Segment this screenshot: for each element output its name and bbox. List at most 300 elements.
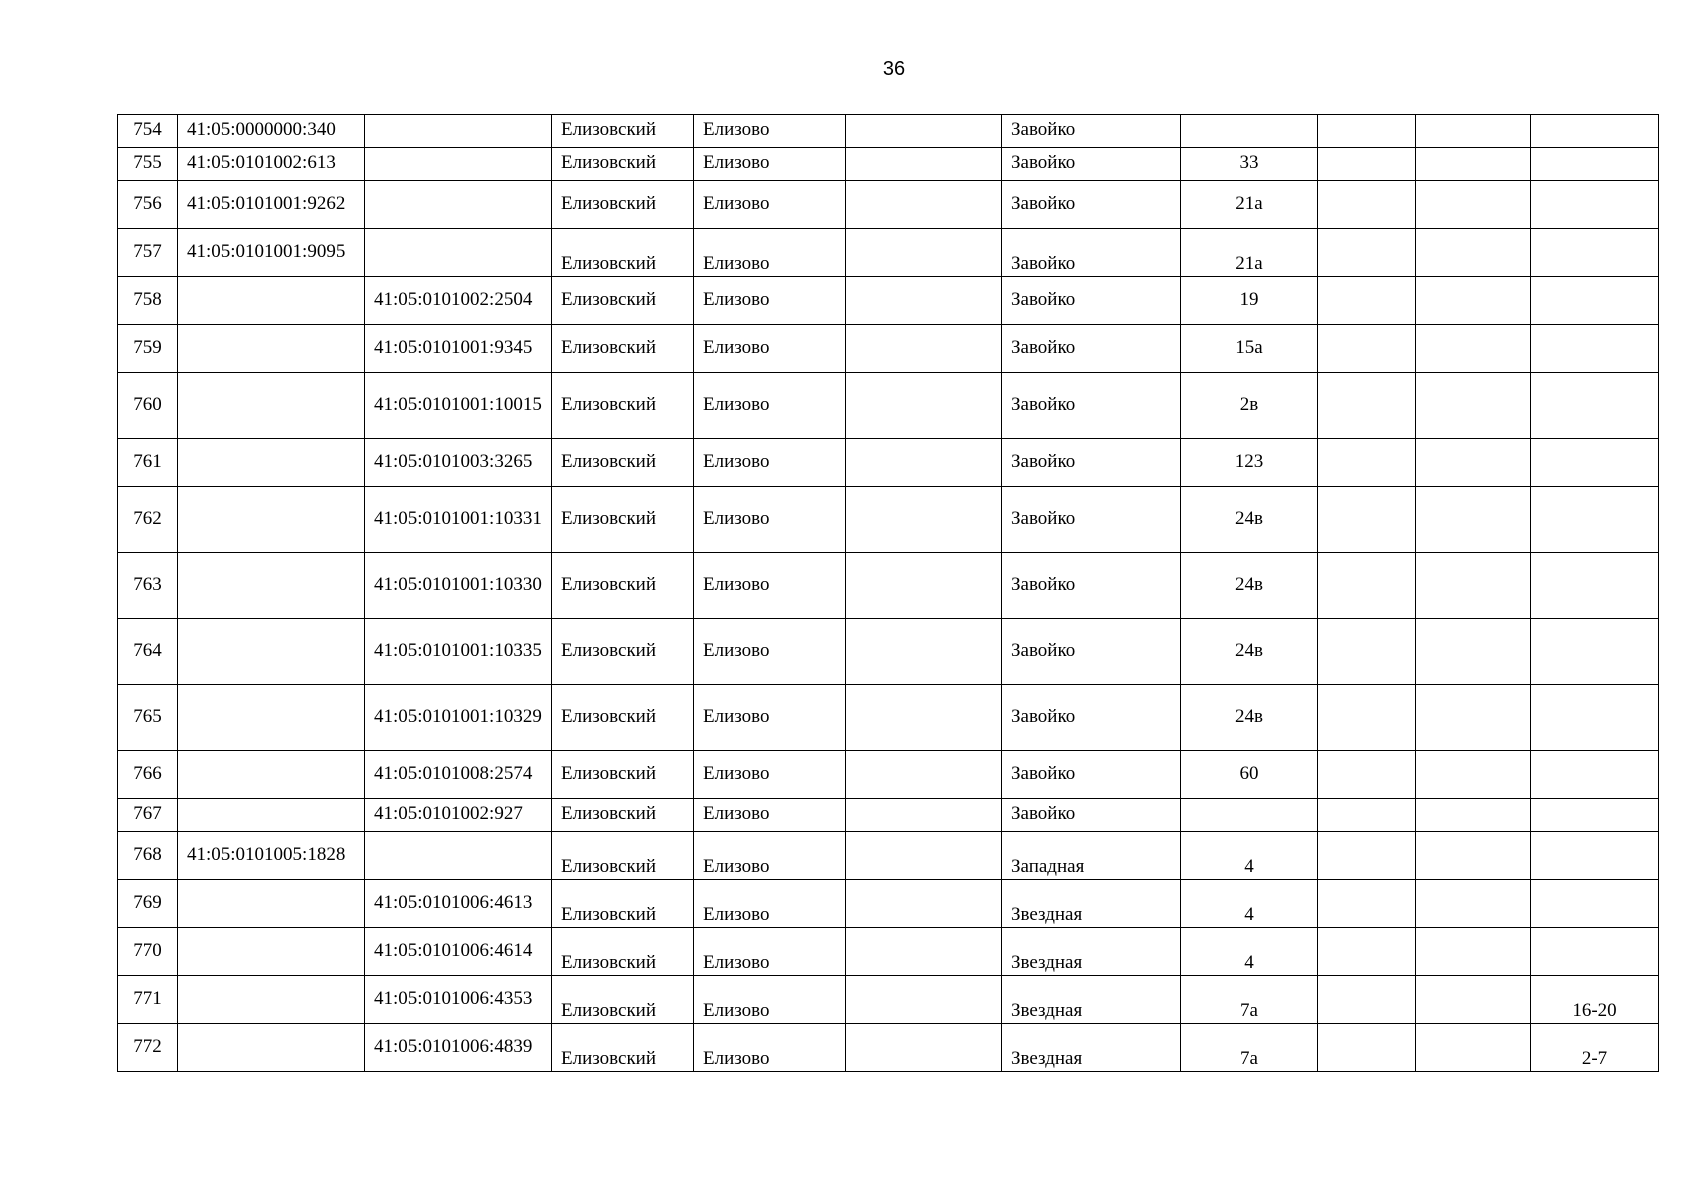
- street-name-text: Звездная: [1011, 904, 1083, 925]
- structure-number: [1416, 685, 1531, 751]
- street-name: [1002, 373, 1181, 439]
- district-name-text: Елизовский: [561, 152, 657, 173]
- building-number: [1318, 115, 1416, 148]
- house-number-text: 21а: [1235, 253, 1263, 274]
- cadastral-number-land: [178, 553, 365, 619]
- district-name-text: Елизовский: [561, 336, 657, 358]
- apartment-number: [1531, 439, 1659, 487]
- cadastral-number-land: [178, 832, 365, 880]
- district-name: [552, 880, 694, 928]
- row-number: [118, 229, 178, 277]
- house-number: [1181, 619, 1318, 685]
- street-name-text: Звездная: [1011, 1000, 1083, 1021]
- house-number: [1181, 277, 1318, 325]
- row-number: [118, 832, 178, 880]
- district-name: [552, 619, 694, 685]
- building-number: [1318, 277, 1416, 325]
- building-number: [1318, 229, 1416, 277]
- city-name-text: Елизово: [703, 152, 770, 173]
- structure-number: [1416, 832, 1531, 880]
- city-name: [694, 751, 846, 799]
- house-number-text: 21а: [1235, 192, 1263, 214]
- city-name: [694, 325, 846, 373]
- structure-number: [1416, 181, 1531, 229]
- apartment-number: [1531, 373, 1659, 439]
- cadastral-number-building: [365, 976, 552, 1024]
- house-number: [1181, 487, 1318, 553]
- cadastral-number-land: [178, 1024, 365, 1072]
- house-number-text: 24в: [1235, 705, 1263, 727]
- table-row: [118, 685, 1659, 751]
- house-number: [1181, 751, 1318, 799]
- table-row: [118, 439, 1659, 487]
- district-name: [552, 976, 694, 1024]
- settlement-name: [846, 373, 1002, 439]
- district-name: [552, 439, 694, 487]
- city-name: [694, 619, 846, 685]
- row-number-text: 759: [133, 336, 162, 358]
- city-name-text: Елизово: [703, 762, 770, 784]
- settlement-name: [846, 751, 1002, 799]
- row-number: [118, 799, 178, 832]
- district-name-text: Елизовский: [561, 192, 657, 214]
- cadastral-number-building: [365, 1024, 552, 1072]
- house-number: [1181, 799, 1318, 832]
- apartment-number: [1531, 685, 1659, 751]
- apartment-number: [1531, 751, 1659, 799]
- house-number-text: 15а: [1235, 336, 1263, 358]
- cadastral-number-building: [365, 799, 552, 832]
- district-name: [552, 553, 694, 619]
- district-name-text: Елизовский: [561, 904, 657, 925]
- district-name-text: Елизовский: [561, 507, 657, 529]
- cadastral-number-land: [178, 487, 365, 553]
- cadastral-number-land-text: 41:05:0101002:613: [187, 152, 336, 173]
- building-number: [1318, 439, 1416, 487]
- house-number: [1181, 181, 1318, 229]
- house-number-text: 4: [1244, 904, 1254, 925]
- house-number: [1181, 976, 1318, 1024]
- district-name-text: Елизовский: [561, 1000, 657, 1021]
- structure-number: [1416, 751, 1531, 799]
- street-name: [1002, 619, 1181, 685]
- city-name: [694, 277, 846, 325]
- street-name: [1002, 277, 1181, 325]
- street-name: [1002, 832, 1181, 880]
- row-number-text: 755: [133, 152, 162, 173]
- district-name-text: Елизовский: [561, 253, 657, 274]
- table-row: [118, 373, 1659, 439]
- cadastral-number-land: [178, 325, 365, 373]
- settlement-name: [846, 619, 1002, 685]
- settlement-name: [846, 181, 1002, 229]
- district-name-text: Елизовский: [561, 450, 657, 472]
- city-name-text: Елизово: [703, 705, 770, 727]
- cadastral-number-building-text: 41:05:0101001:10329: [374, 705, 542, 727]
- settlement-name: [846, 928, 1002, 976]
- settlement-name: [846, 976, 1002, 1024]
- apartment-number-text: 16-20: [1572, 1000, 1617, 1021]
- district-name: [552, 799, 694, 832]
- district-name: [552, 277, 694, 325]
- cadastral-number-building-text: 41:05:0101006:4839: [374, 1035, 533, 1057]
- row-number: [118, 439, 178, 487]
- building-number: [1318, 880, 1416, 928]
- building-number: [1318, 487, 1416, 553]
- building-number: [1318, 832, 1416, 880]
- apartment-number: [1531, 619, 1659, 685]
- settlement-name: [846, 553, 1002, 619]
- house-number: [1181, 373, 1318, 439]
- address-registry-table: [117, 114, 1659, 1072]
- table-row: [118, 229, 1659, 277]
- house-number-text: 4: [1244, 856, 1254, 877]
- city-name: [694, 799, 846, 832]
- house-number: [1181, 832, 1318, 880]
- page-number: 36: [882, 58, 906, 80]
- building-number: [1318, 976, 1416, 1024]
- cadastral-number-building-text: 41:05:0101006:4353: [374, 987, 533, 1009]
- row-number: [118, 181, 178, 229]
- settlement-name: [846, 1024, 1002, 1072]
- street-name: [1002, 751, 1181, 799]
- cadastral-number-building-text: 41:05:0101002:2504: [374, 288, 533, 310]
- table-row: [118, 325, 1659, 373]
- street-name-text: Завойко: [1011, 393, 1076, 415]
- table-row: [118, 619, 1659, 685]
- table-row: [118, 928, 1659, 976]
- district-name: [552, 229, 694, 277]
- cadastral-number-building: [365, 685, 552, 751]
- cadastral-number-land-text: 41:05:0000000:340: [187, 119, 336, 140]
- row-number-text: 758: [133, 288, 162, 310]
- street-name-text: Завойко: [1011, 705, 1076, 727]
- house-number-text: 7а: [1240, 1048, 1258, 1069]
- cadastral-number-land-text: 41:05:0101005:1828: [187, 843, 346, 865]
- row-number-text: 770: [133, 939, 162, 961]
- building-number: [1318, 1024, 1416, 1072]
- district-name-text: Елизовский: [561, 856, 657, 877]
- street-name: [1002, 928, 1181, 976]
- settlement-name: [846, 325, 1002, 373]
- settlement-name: [846, 487, 1002, 553]
- cadastral-number-building-text: 41:05:0101001:9345: [374, 336, 533, 358]
- table-row: [118, 277, 1659, 325]
- row-number: [118, 148, 178, 181]
- structure-number: [1416, 880, 1531, 928]
- row-number: [118, 277, 178, 325]
- house-number-text: 60: [1239, 762, 1259, 784]
- structure-number: [1416, 553, 1531, 619]
- house-number-text: 123: [1234, 450, 1264, 472]
- city-name-text: Елизово: [703, 1000, 770, 1021]
- row-number: [118, 928, 178, 976]
- row-number: [118, 115, 178, 148]
- street-name-text: Завойко: [1011, 192, 1076, 214]
- city-name-text: Елизово: [703, 904, 770, 925]
- district-name: [552, 325, 694, 373]
- house-number-text: 4: [1244, 952, 1254, 973]
- street-name-text: Звездная: [1011, 952, 1083, 973]
- row-number-text: 762: [133, 507, 162, 529]
- row-number-text: 772: [133, 1035, 162, 1057]
- table-row: [118, 181, 1659, 229]
- row-number-text: 754: [133, 119, 162, 140]
- cadastral-number-building: [365, 229, 552, 277]
- cadastral-number-building: [365, 619, 552, 685]
- row-number: [118, 751, 178, 799]
- district-name-text: Елизовский: [561, 803, 657, 824]
- house-number-text: 7а: [1240, 1000, 1258, 1021]
- apartment-number: [1531, 115, 1659, 148]
- row-number-text: 763: [133, 573, 162, 595]
- building-number: [1318, 799, 1416, 832]
- cadastral-number-building: [365, 487, 552, 553]
- street-name: [1002, 880, 1181, 928]
- district-name: [552, 181, 694, 229]
- apartment-number-text: 2-7: [1581, 1048, 1608, 1069]
- apartment-number: [1531, 181, 1659, 229]
- cadastral-number-land: [178, 229, 365, 277]
- table-row: [118, 115, 1659, 148]
- street-name: [1002, 799, 1181, 832]
- table-row: [118, 553, 1659, 619]
- district-name-text: Елизовский: [561, 288, 657, 310]
- cadastral-number-building-text: 41:05:0101003:3265: [374, 450, 533, 472]
- city-name-text: Елизово: [703, 507, 770, 529]
- cadastral-number-land: [178, 751, 365, 799]
- settlement-name: [846, 685, 1002, 751]
- city-name: [694, 115, 846, 148]
- row-number-text: 761: [133, 450, 162, 472]
- apartment-number: [1531, 553, 1659, 619]
- district-name-text: Елизовский: [561, 762, 657, 784]
- cadastral-number-building-text: 41:05:0101001:10330: [374, 573, 542, 595]
- city-name-text: Елизово: [703, 450, 770, 472]
- cadastral-number-building-text: 41:05:0101001:10331: [374, 507, 542, 529]
- district-name: [552, 685, 694, 751]
- street-name: [1002, 487, 1181, 553]
- structure-number: [1416, 928, 1531, 976]
- city-name: [694, 880, 846, 928]
- apartment-number: [1531, 229, 1659, 277]
- row-number: [118, 685, 178, 751]
- row-number: [118, 880, 178, 928]
- district-name-text: Елизовский: [561, 573, 657, 595]
- house-number: [1181, 115, 1318, 148]
- apartment-number: [1531, 325, 1659, 373]
- building-number: [1318, 619, 1416, 685]
- district-name-text: Елизовский: [561, 393, 657, 415]
- table-row: [118, 880, 1659, 928]
- district-name: [552, 751, 694, 799]
- house-number: [1181, 148, 1318, 181]
- cadastral-number-building-text: 41:05:0101002:927: [374, 803, 523, 824]
- settlement-name: [846, 229, 1002, 277]
- apartment-number: [1531, 928, 1659, 976]
- structure-number: [1416, 148, 1531, 181]
- apartment-number: [1531, 832, 1659, 880]
- apartment-number: [1531, 976, 1659, 1024]
- district-name: [552, 115, 694, 148]
- cadastral-number-building-text: 41:05:0101001:10015: [374, 393, 542, 415]
- city-name: [694, 148, 846, 181]
- structure-number: [1416, 439, 1531, 487]
- cadastral-number-building: [365, 373, 552, 439]
- district-name: [552, 928, 694, 976]
- city-name-text: Елизово: [703, 119, 770, 140]
- cadastral-number-building: [365, 832, 552, 880]
- city-name-text: Елизово: [703, 253, 770, 274]
- city-name-text: Елизово: [703, 573, 770, 595]
- street-name: [1002, 115, 1181, 148]
- city-name-text: Елизово: [703, 192, 770, 214]
- street-name-text: Западная: [1011, 856, 1085, 877]
- house-number-text: 24в: [1235, 639, 1263, 661]
- apartment-number: [1531, 799, 1659, 832]
- cadastral-number-land: [178, 685, 365, 751]
- row-number: [118, 1024, 178, 1072]
- table-row: [118, 751, 1659, 799]
- cadastral-number-building-text: 41:05:0101006:4613: [374, 891, 533, 913]
- structure-number: [1416, 487, 1531, 553]
- structure-number: [1416, 115, 1531, 148]
- building-number: [1318, 148, 1416, 181]
- cadastral-number-building: [365, 148, 552, 181]
- street-name-text: Завойко: [1011, 152, 1076, 173]
- structure-number: [1416, 1024, 1531, 1072]
- street-name-text: Завойко: [1011, 762, 1076, 784]
- city-name: [694, 832, 846, 880]
- row-number: [118, 487, 178, 553]
- street-name: [1002, 229, 1181, 277]
- row-number-text: 764: [133, 639, 162, 661]
- district-name: [552, 1024, 694, 1072]
- house-number: [1181, 880, 1318, 928]
- city-name-text: Елизово: [703, 1048, 770, 1069]
- street-name: [1002, 685, 1181, 751]
- cadastral-number-land: [178, 799, 365, 832]
- cadastral-number-land: [178, 373, 365, 439]
- cadastral-number-building: [365, 928, 552, 976]
- apartment-number: [1531, 1024, 1659, 1072]
- cadastral-number-land: [178, 148, 365, 181]
- row-number-text: 756: [133, 192, 162, 214]
- structure-number: [1416, 799, 1531, 832]
- cadastral-number-building-text: 41:05:0101001:10335: [374, 639, 542, 661]
- house-number-text: 33: [1239, 152, 1259, 173]
- row-number: [118, 373, 178, 439]
- table-body: [118, 115, 1659, 1072]
- district-name: [552, 148, 694, 181]
- house-number: [1181, 229, 1318, 277]
- cadastral-number-land: [178, 619, 365, 685]
- house-number: [1181, 928, 1318, 976]
- table-row: [118, 148, 1659, 181]
- district-name: [552, 373, 694, 439]
- building-number: [1318, 685, 1416, 751]
- street-name: [1002, 553, 1181, 619]
- cadastral-number-building-text: 41:05:0101006:4614: [374, 939, 533, 961]
- district-name-text: Елизовский: [561, 705, 657, 727]
- street-name: [1002, 439, 1181, 487]
- cadastral-number-land-text: 41:05:0101001:9095: [187, 240, 346, 262]
- settlement-name: [846, 277, 1002, 325]
- building-number: [1318, 373, 1416, 439]
- row-number: [118, 553, 178, 619]
- street-name-text: Завойко: [1011, 507, 1076, 529]
- house-number-text: 24в: [1235, 573, 1263, 595]
- cadastral-number-building: [365, 751, 552, 799]
- city-name: [694, 373, 846, 439]
- cadastral-number-building: [365, 553, 552, 619]
- building-number: [1318, 181, 1416, 229]
- settlement-name: [846, 880, 1002, 928]
- city-name: [694, 976, 846, 1024]
- settlement-name: [846, 439, 1002, 487]
- district-name-text: Елизовский: [561, 639, 657, 661]
- structure-number: [1416, 277, 1531, 325]
- row-number-text: 760: [133, 393, 162, 415]
- house-number-text: 19: [1239, 288, 1259, 310]
- row-number-text: 766: [133, 762, 162, 784]
- cadastral-number-building: [365, 439, 552, 487]
- row-number: [118, 619, 178, 685]
- table-row: [118, 1024, 1659, 1072]
- street-name: [1002, 1024, 1181, 1072]
- city-name: [694, 487, 846, 553]
- city-name-text: Елизово: [703, 952, 770, 973]
- row-number-text: 771: [133, 987, 162, 1009]
- structure-number: [1416, 325, 1531, 373]
- street-name-text: Завойко: [1011, 803, 1076, 824]
- city-name: [694, 685, 846, 751]
- row-number-text: 757: [133, 240, 162, 262]
- house-number: [1181, 439, 1318, 487]
- row-number-text: 769: [133, 891, 162, 913]
- table-row: [118, 832, 1659, 880]
- cadastral-number-building: [365, 277, 552, 325]
- cadastral-number-land: [178, 439, 365, 487]
- cadastral-number-building: [365, 181, 552, 229]
- street-name-text: Завойко: [1011, 573, 1076, 595]
- apartment-number: [1531, 148, 1659, 181]
- cadastral-number-land: [178, 115, 365, 148]
- settlement-name: [846, 115, 1002, 148]
- apartment-number: [1531, 277, 1659, 325]
- settlement-name: [846, 148, 1002, 181]
- city-name-text: Елизово: [703, 803, 770, 824]
- house-number: [1181, 553, 1318, 619]
- table-row: [118, 799, 1659, 832]
- cadastral-number-building: [365, 115, 552, 148]
- row-number-text: 768: [133, 843, 162, 865]
- street-name-text: Завойко: [1011, 450, 1076, 472]
- house-number-text: 2в: [1239, 393, 1259, 415]
- street-name-text: Завойко: [1011, 119, 1076, 140]
- district-name: [552, 487, 694, 553]
- city-name-text: Елизово: [703, 288, 770, 310]
- settlement-name: [846, 832, 1002, 880]
- street-name-text: Звездная: [1011, 1048, 1083, 1069]
- house-number: [1181, 1024, 1318, 1072]
- row-number: [118, 325, 178, 373]
- city-name: [694, 181, 846, 229]
- house-number: [1181, 685, 1318, 751]
- building-number: [1318, 553, 1416, 619]
- city-name: [694, 928, 846, 976]
- city-name-text: Елизово: [703, 856, 770, 877]
